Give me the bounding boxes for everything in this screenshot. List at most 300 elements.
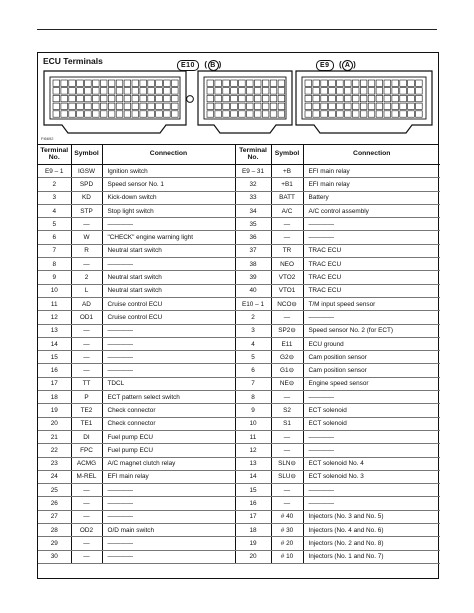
table-row <box>38 537 440 550</box>
connector-e9-code: E9 <box>316 60 334 71</box>
connector-pin <box>278 88 285 94</box>
terminal-right-cell: 36 <box>235 231 271 244</box>
connector-pin <box>321 88 328 94</box>
header-connection-right: Connection <box>303 144 440 165</box>
connector-pin <box>392 95 399 101</box>
symbol-left-cell: — <box>71 537 102 550</box>
connector-pin <box>278 80 285 86</box>
connection-left-cell: ———— <box>102 218 235 231</box>
connector-pin <box>408 103 415 109</box>
connector-pin <box>376 88 383 94</box>
connector-pin <box>77 80 84 86</box>
connector-pin <box>156 88 163 94</box>
symbol-right-cell: VTO2 <box>271 271 303 284</box>
figure-code: FI6692 <box>41 136 54 141</box>
connector-pin <box>254 103 261 109</box>
symbol-left-cell: — <box>71 484 102 497</box>
connector-pin <box>329 80 336 86</box>
connector-pin <box>116 80 123 86</box>
connector-pin <box>247 111 254 117</box>
connector-pin <box>215 95 222 101</box>
terminal-left-cell: 22 <box>38 444 71 457</box>
connection-left-cell: ———— <box>102 510 235 523</box>
connection-left-cell: ———— <box>102 484 235 497</box>
connector-pin <box>223 88 230 94</box>
symbol-left-cell: W <box>71 231 102 244</box>
connection-left-cell: A/C magnet clutch relay <box>102 457 235 470</box>
symbol-left-cell: IGSW <box>71 165 102 178</box>
connector-pin <box>207 88 214 94</box>
table-row <box>38 204 440 217</box>
table-row <box>38 351 440 364</box>
symbol-right-cell: — <box>271 218 303 231</box>
connector-pin <box>321 80 328 86</box>
connector-pin <box>408 80 415 86</box>
connection-left-cell: ———— <box>102 337 235 350</box>
connector-pin <box>360 88 367 94</box>
terminal-right-cell: 16 <box>235 497 271 510</box>
symbol-right-cell: # 20 <box>271 537 303 550</box>
symbol-right-cell: NEO <box>271 258 303 271</box>
connector-pin <box>108 80 115 86</box>
connector-pin <box>278 95 285 101</box>
connector-pin <box>93 103 100 109</box>
symbol-left-cell: ACMG <box>71 457 102 470</box>
connection-left-cell: Speed sensor No. 1 <box>102 178 235 191</box>
connection-right-cell: TRAC ECU <box>303 284 440 297</box>
connector-pin <box>345 88 352 94</box>
right-connector-pins <box>305 80 422 117</box>
terminal-left-cell: 4 <box>38 204 71 217</box>
table-row <box>38 444 440 457</box>
connection-left-cell: ———— <box>102 258 235 271</box>
connector-pin <box>53 80 60 86</box>
symbol-left-cell: L <box>71 284 102 297</box>
connector-pin <box>337 80 344 86</box>
terminal-right-cell: 4 <box>235 337 271 350</box>
connector-pin <box>61 95 68 101</box>
connector-e9-letter: A <box>342 60 353 71</box>
connector-pin <box>53 88 60 94</box>
connector-pin <box>100 95 107 101</box>
connection-right-cell: ———— <box>303 231 440 244</box>
connector-pin <box>360 103 367 109</box>
terminal-right-cell: 15 <box>235 484 271 497</box>
table-row <box>38 524 440 537</box>
connector-pin <box>61 111 68 117</box>
symbol-left-cell: — <box>71 497 102 510</box>
symbol-right-cell: — <box>271 484 303 497</box>
connector-pin <box>215 88 222 94</box>
connector-pin <box>77 95 84 101</box>
terminal-left-cell: 12 <box>38 311 71 324</box>
symbol-left-cell: — <box>71 218 102 231</box>
table-row <box>38 404 440 417</box>
symbol-right-cell: +B1 <box>271 178 303 191</box>
terminal-right-cell: 34 <box>235 204 271 217</box>
connection-right-cell: Battery <box>303 191 440 204</box>
symbol-left-cell: FPC <box>71 444 102 457</box>
symbol-right-cell: SP2⊖ <box>271 324 303 337</box>
connection-left-cell: TDCL <box>102 377 235 390</box>
connection-right-cell: ECT solenoid No. 4 <box>303 457 440 470</box>
connector-pin <box>215 103 222 109</box>
connector-pin <box>376 95 383 101</box>
symbol-right-cell: NE⊖ <box>271 377 303 390</box>
connector-e9-label: E9 ( A ) <box>316 60 356 71</box>
connector-pin <box>254 111 261 117</box>
connector-pin <box>172 88 179 94</box>
connection-right-cell: A/C control assembly <box>303 204 440 217</box>
connector-pin <box>384 80 391 86</box>
terminal-left-cell: 14 <box>38 337 71 350</box>
connector-pin <box>313 103 320 109</box>
connector-pin <box>231 111 238 117</box>
connector-pin <box>352 95 359 101</box>
connector-pin <box>116 95 123 101</box>
terminal-left-cell: 27 <box>38 510 71 523</box>
header-connection-left: Connection <box>102 144 235 165</box>
symbol-right-cell: TR <box>271 244 303 257</box>
symbol-right-cell: — <box>271 231 303 244</box>
connector-pin <box>164 88 171 94</box>
connection-right-cell: ———— <box>303 391 440 404</box>
table-row <box>38 484 440 497</box>
connector-pin <box>69 80 76 86</box>
connector-pin <box>148 95 155 101</box>
terminal-right-cell: 7 <box>235 377 271 390</box>
connector-pin <box>376 111 383 117</box>
table-row <box>38 430 440 443</box>
symbol-right-cell: G1⊖ <box>271 364 303 377</box>
connector-pin <box>164 103 171 109</box>
connector-pin <box>408 88 415 94</box>
connector-pin <box>93 111 100 117</box>
connection-left-cell: Check connector <box>102 404 235 417</box>
terminal-right-cell: 5 <box>235 351 271 364</box>
connection-left-cell: Fuel pump ECU <box>102 430 235 443</box>
connection-left-cell: ———— <box>102 550 235 563</box>
connection-right-cell: TRAC ECU <box>303 258 440 271</box>
connection-right-cell: ECT solenoid <box>303 417 440 430</box>
connector-pin <box>329 111 336 117</box>
symbol-right-cell: # 30 <box>271 524 303 537</box>
connection-left-cell: Neutral start switch <box>102 271 235 284</box>
connection-right-cell: ———— <box>303 218 440 231</box>
connector-pin <box>140 111 147 117</box>
symbol-left-cell: — <box>71 510 102 523</box>
connection-left-cell: Stop light switch <box>102 204 235 217</box>
connector-pin <box>53 111 60 117</box>
diagram-title: ECU Terminals <box>43 56 103 66</box>
table-row <box>38 165 440 178</box>
connector-pin <box>247 95 254 101</box>
connection-left-cell: ———— <box>102 351 235 364</box>
connector-pin <box>100 111 107 117</box>
connector-pin <box>360 95 367 101</box>
connector-pin <box>140 80 147 86</box>
terminal-left-cell: 11 <box>38 297 71 310</box>
terminal-left-cell: 28 <box>38 524 71 537</box>
table-row <box>38 391 440 404</box>
table-row <box>38 284 440 297</box>
table-row <box>38 324 440 337</box>
connector-pin <box>53 103 60 109</box>
connector-pin <box>207 111 214 117</box>
connector-pin <box>156 95 163 101</box>
connector-pin <box>172 103 179 109</box>
connector-pin <box>254 88 261 94</box>
connector-pin <box>305 88 312 94</box>
connector-pin <box>156 111 163 117</box>
connector-pin <box>61 103 68 109</box>
connector-pin <box>148 103 155 109</box>
connector-pin <box>247 88 254 94</box>
connection-left-cell: ———— <box>102 497 235 510</box>
connector-pin <box>313 80 320 86</box>
connector-pin <box>116 88 123 94</box>
terminal-right-cell: 18 <box>235 524 271 537</box>
connector-pin <box>400 111 407 117</box>
connector-pin <box>368 103 375 109</box>
connector-e10-code: E10 <box>177 60 199 71</box>
connector-pin <box>148 80 155 86</box>
connector-pin <box>313 111 320 117</box>
connector-pin <box>77 111 84 117</box>
symbol-left-cell: — <box>71 364 102 377</box>
connector-pin <box>231 88 238 94</box>
symbol-right-cell: A/C <box>271 204 303 217</box>
connector-pin <box>384 111 391 117</box>
connector-pin <box>262 103 269 109</box>
connector-e10-letter: B <box>208 60 219 71</box>
connector-pin <box>270 80 277 86</box>
connector-pin <box>247 103 254 109</box>
terminal-right-cell: 19 <box>235 537 271 550</box>
table-row <box>38 271 440 284</box>
terminal-right-cell: 2 <box>235 311 271 324</box>
terminal-left-cell: 21 <box>38 430 71 443</box>
terminal-right-cell: 35 <box>235 218 271 231</box>
connector-pin <box>223 80 230 86</box>
terminal-left-cell: 10 <box>38 284 71 297</box>
symbol-right-cell: +B <box>271 165 303 178</box>
table-row <box>38 510 440 523</box>
connector-pin <box>345 95 352 101</box>
connector-pin <box>69 88 76 94</box>
terminal-right-cell: 10 <box>235 417 271 430</box>
symbol-left-cell: P <box>71 391 102 404</box>
connection-right-cell: TRAC ECU <box>303 244 440 257</box>
terminal-left-cell: 18 <box>38 391 71 404</box>
symbol-left-cell: — <box>71 324 102 337</box>
symbol-left-cell: TE1 <box>71 417 102 430</box>
connector-pin <box>337 95 344 101</box>
ecu-connector-outline <box>38 53 438 144</box>
connector-pin <box>360 80 367 86</box>
connector-pin <box>384 88 391 94</box>
connector-pin <box>416 88 423 94</box>
connection-left-cell: Neutral start switch <box>102 244 235 257</box>
terminal-left-cell: 16 <box>38 364 71 377</box>
symbol-right-cell: # 10 <box>271 550 303 563</box>
terminal-right-cell: 13 <box>235 457 271 470</box>
connection-right-cell: ECT solenoid <box>303 404 440 417</box>
connector-pin <box>278 111 285 117</box>
terminal-right-cell: 6 <box>235 364 271 377</box>
connector-pin <box>148 111 155 117</box>
symbol-right-cell: G2⊖ <box>271 351 303 364</box>
connector-pin <box>400 80 407 86</box>
symbol-left-cell: DI <box>71 430 102 443</box>
connector-pin <box>124 111 131 117</box>
connection-left-cell: ———— <box>102 324 235 337</box>
connector-pin <box>207 95 214 101</box>
connection-right-cell: Injectors (No. 4 and No. 6) <box>303 524 440 537</box>
connector-pin <box>124 80 131 86</box>
connector-pin <box>100 88 107 94</box>
connector-pin <box>223 111 230 117</box>
connector-pin <box>278 103 285 109</box>
connector-pin <box>132 95 139 101</box>
connector-pin <box>132 103 139 109</box>
connector-pin <box>352 103 359 109</box>
connector-pin <box>108 111 115 117</box>
connector-e10-label: E10 ( B ) <box>177 60 222 71</box>
ecu-terminal-figure <box>37 52 439 579</box>
connector-pin <box>156 80 163 86</box>
connector-pin <box>156 103 163 109</box>
table-row <box>38 377 440 390</box>
table-row <box>38 470 440 483</box>
connector-pin <box>368 95 375 101</box>
symbol-left-cell: 2 <box>71 271 102 284</box>
table-header-row <box>38 144 440 165</box>
connector-pin <box>321 95 328 101</box>
middle-connector-pins <box>207 80 285 117</box>
terminal-right-cell: 32 <box>235 178 271 191</box>
table-row <box>38 258 440 271</box>
symbol-right-cell: NCO⊖ <box>271 297 303 310</box>
terminal-left-cell: 20 <box>38 417 71 430</box>
terminal-right-cell: 40 <box>235 284 271 297</box>
connector-pin <box>416 80 423 86</box>
page-top-rule <box>37 29 437 30</box>
connector-pin <box>313 95 320 101</box>
terminal-left-cell: 7 <box>38 244 71 257</box>
symbol-left-cell: — <box>71 351 102 364</box>
connector-pin <box>164 95 171 101</box>
terminal-left-cell: 19 <box>38 404 71 417</box>
terminal-right-cell: 33 <box>235 191 271 204</box>
terminal-left-cell: E9 – 1 <box>38 165 71 178</box>
connector-pin <box>172 80 179 86</box>
symbol-left-cell: SPD <box>71 178 102 191</box>
connection-right-cell: Cam position sensor <box>303 351 440 364</box>
terminal-left-cell: 5 <box>38 218 71 231</box>
connection-right-cell: Injectors (No. 2 and No. 8) <box>303 537 440 550</box>
connector-pin <box>239 111 246 117</box>
connector-pin <box>345 80 352 86</box>
terminal-left-cell: 24 <box>38 470 71 483</box>
connector-pin <box>392 88 399 94</box>
terminal-right-cell: 39 <box>235 271 271 284</box>
terminal-right-cell: 38 <box>235 258 271 271</box>
connector-pin <box>77 88 84 94</box>
table-row <box>38 311 440 324</box>
connector-pin <box>329 103 336 109</box>
connector-pin <box>360 111 367 117</box>
connector-pin <box>384 95 391 101</box>
connection-left-cell: EFI main relay <box>102 470 235 483</box>
terminal-left-cell: 15 <box>38 351 71 364</box>
connector-pin <box>85 80 92 86</box>
connector-pin <box>69 111 76 117</box>
symbol-left-cell: KD <box>71 191 102 204</box>
connector-pin <box>368 80 375 86</box>
connector-pin <box>416 95 423 101</box>
connector-pin <box>270 95 277 101</box>
header-terminal-right: Terminal No. <box>235 144 271 165</box>
terminal-right-cell: 37 <box>235 244 271 257</box>
connector-pin <box>132 80 139 86</box>
table-row <box>38 178 440 191</box>
connector-pin <box>247 80 254 86</box>
connector-pin <box>61 88 68 94</box>
header-symbol-right: Symbol <box>271 144 303 165</box>
connection-left-cell: Fuel pump ECU <box>102 444 235 457</box>
connector-pin <box>239 80 246 86</box>
symbol-left-cell: M-REL <box>71 470 102 483</box>
connector-pin <box>345 103 352 109</box>
symbol-right-cell: — <box>271 391 303 404</box>
connection-right-cell: ———— <box>303 311 440 324</box>
connector-diagram <box>38 53 438 145</box>
symbol-left-cell: TT <box>71 377 102 390</box>
connector-pin <box>69 95 76 101</box>
connector-pin <box>239 88 246 94</box>
connector-pin <box>108 103 115 109</box>
connector-pin <box>345 111 352 117</box>
connector-pin <box>262 80 269 86</box>
symbol-left-cell: TE2 <box>71 404 102 417</box>
symbol-right-cell: S2 <box>271 404 303 417</box>
connector-pin <box>108 88 115 94</box>
connector-pin <box>93 88 100 94</box>
connection-left-cell: ———— <box>102 364 235 377</box>
symbol-right-cell: SLN⊖ <box>271 457 303 470</box>
symbol-right-cell: — <box>271 311 303 324</box>
connector-pin <box>85 103 92 109</box>
terminal-left-cell: 25 <box>38 484 71 497</box>
terminal-right-cell: 14 <box>235 470 271 483</box>
symbol-right-cell: — <box>271 430 303 443</box>
connector-pin <box>305 80 312 86</box>
terminal-table <box>38 144 440 564</box>
connector-pin <box>337 111 344 117</box>
connection-right-cell: Cam position sensor <box>303 364 440 377</box>
table-row <box>38 497 440 510</box>
connector-pin <box>124 103 131 109</box>
connector-pin <box>392 111 399 117</box>
connection-right-cell: Engine speed sensor <box>303 377 440 390</box>
connection-left-cell: Neutral start switch <box>102 284 235 297</box>
connector-pin <box>262 111 269 117</box>
connector-pin <box>215 80 222 86</box>
connector-pin <box>254 80 261 86</box>
terminal-left-cell: 30 <box>38 550 71 563</box>
connection-right-cell: ———— <box>303 497 440 510</box>
